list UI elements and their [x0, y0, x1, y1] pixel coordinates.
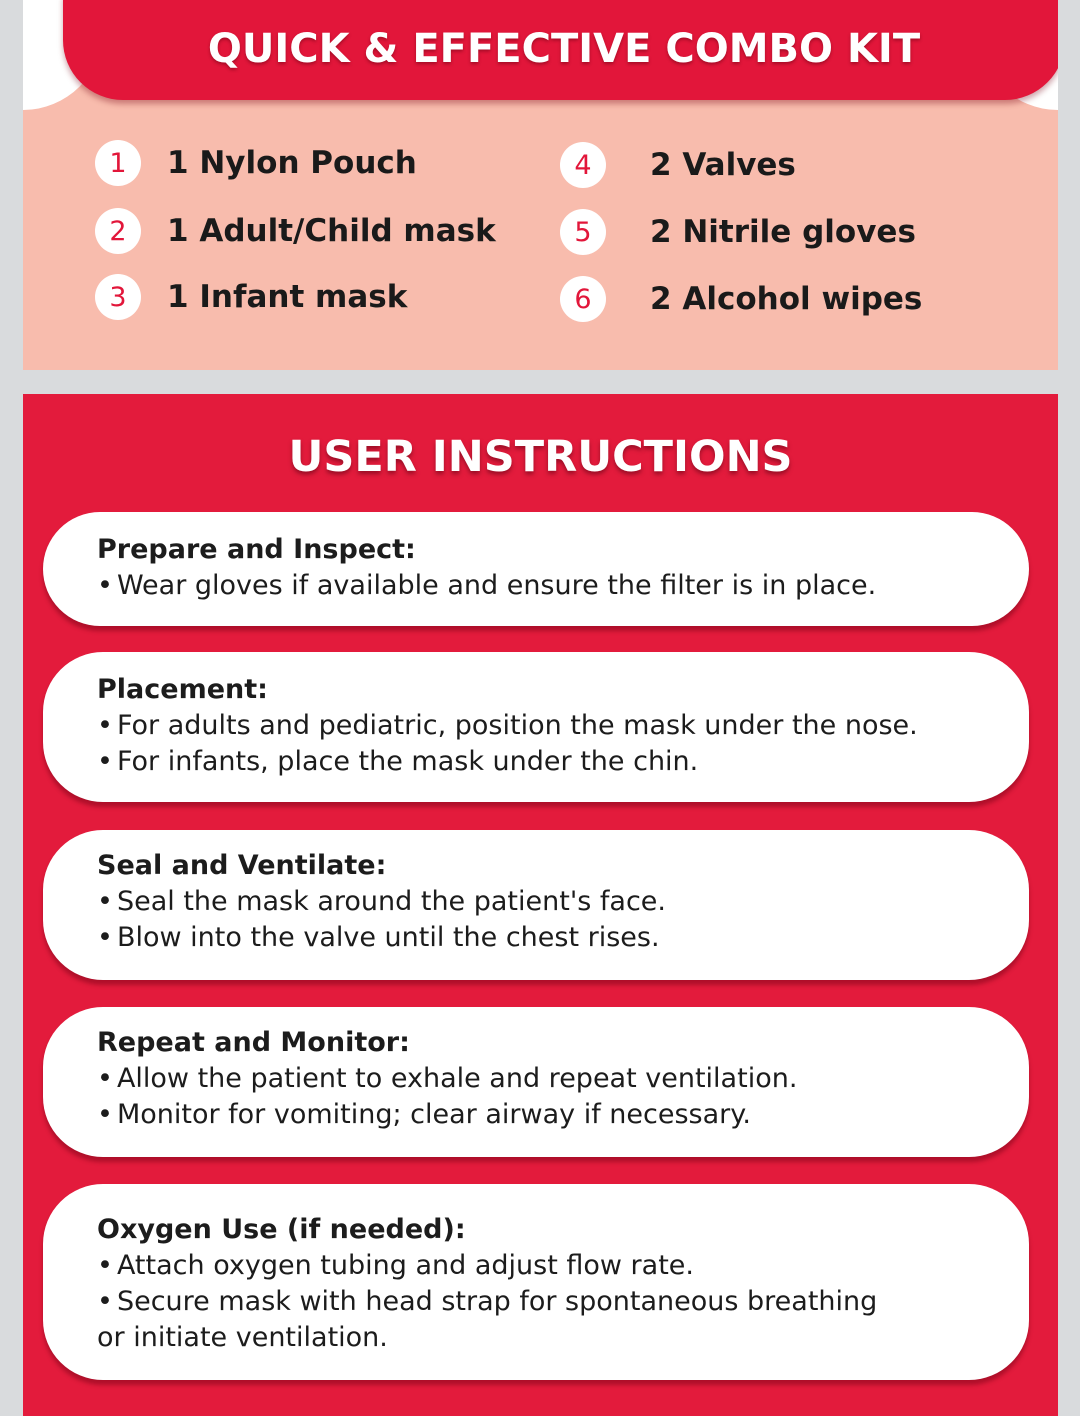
step-text: Monitor for vomiting; clear airway if necessary. — [116, 1099, 751, 1130]
user-instructions-panel — [23, 394, 1058, 1416]
bullet-icon: • — [97, 746, 113, 777]
instruction-card-repeat — [43, 1007, 1029, 1157]
kit-header-banner — [63, 0, 1058, 100]
instruction-card-prepare — [43, 512, 1029, 626]
step-text: Blow into the valve until the chest rises. — [116, 922, 660, 953]
kit-item-number: 2 — [95, 208, 141, 254]
bullet-icon: • — [97, 1286, 113, 1317]
kit-item-label: 2 Nitrile gloves — [650, 214, 916, 250]
bullet-icon: • — [97, 922, 113, 953]
kit-item — [560, 209, 916, 255]
step-bullet-line — [97, 920, 1009, 956]
bullet-icon: • — [97, 570, 113, 601]
kit-item-label: 1 Infant mask — [167, 279, 408, 315]
kit-item-label: 2 Valves — [650, 147, 796, 183]
step-bullet-line — [97, 744, 1009, 780]
step-text-continuation: or initiate ventilation. — [97, 1322, 388, 1353]
step-title: Placement: — [97, 674, 268, 705]
step-bullet-line — [97, 1284, 1009, 1320]
kit-item — [95, 208, 496, 254]
kit-title: QUICK & EFFECTIVE COMBO KIT — [207, 26, 921, 72]
bullet-icon: • — [97, 1250, 113, 1281]
step-bullet-line — [97, 1248, 1009, 1284]
step-bullet-line — [97, 1097, 1009, 1133]
instruction-card-seal — [43, 830, 1029, 980]
kit-item-label: 1 Nylon Pouch — [167, 145, 417, 181]
instruction-card-placement — [43, 652, 1029, 802]
instruction-card-oxygen — [43, 1184, 1029, 1380]
kit-item — [560, 142, 796, 188]
kit-item-label: 2 Alcohol wipes — [650, 281, 923, 317]
step-bullet-line — [97, 708, 1009, 744]
bullet-icon: • — [97, 710, 113, 741]
step-title: Seal and Ventilate: — [97, 850, 387, 881]
bullet-icon: • — [97, 1063, 113, 1094]
kit-item — [95, 274, 407, 320]
step-bullet-line — [97, 1061, 1009, 1097]
kit-item-label: 1 Adult/Child mask — [167, 213, 496, 249]
kit-contents-panel — [23, 0, 1058, 370]
step-text: Allow the patient to exhale and repeat ventilation. — [116, 1063, 798, 1094]
step-text: Attach oxygen tubing and adjust flow rate. — [116, 1250, 694, 1281]
step-text: For infants, place the mask under the chin. — [116, 746, 699, 777]
step-title: Repeat and Monitor: — [97, 1027, 410, 1058]
kit-item-number: 6 — [560, 276, 606, 322]
instructions-title: USER INSTRUCTIONS — [288, 432, 793, 482]
step-text: Secure mask with head strap for spontaneous breathing — [116, 1286, 878, 1317]
kit-item-number: 4 — [560, 142, 606, 188]
kit-item-number: 5 — [560, 209, 606, 255]
kit-item-number: 3 — [95, 274, 141, 320]
step-text: Seal the mask around the patient's face. — [116, 886, 666, 917]
kit-item — [95, 140, 417, 186]
kit-item — [560, 276, 922, 322]
step-title: Oxygen Use (if needed): — [97, 1214, 466, 1245]
step-text: Wear gloves if available and ensure the filter is in place. — [116, 570, 877, 601]
step-bullet-line — [97, 568, 1009, 604]
bullet-icon: • — [97, 1099, 113, 1130]
step-title: Prepare and Inspect: — [97, 534, 416, 565]
bullet-icon: • — [97, 886, 113, 917]
kit-item-number: 1 — [95, 140, 141, 186]
step-bullet-line — [97, 884, 1009, 920]
step-text: For adults and pediatric, position the mask under the nose. — [116, 710, 918, 741]
